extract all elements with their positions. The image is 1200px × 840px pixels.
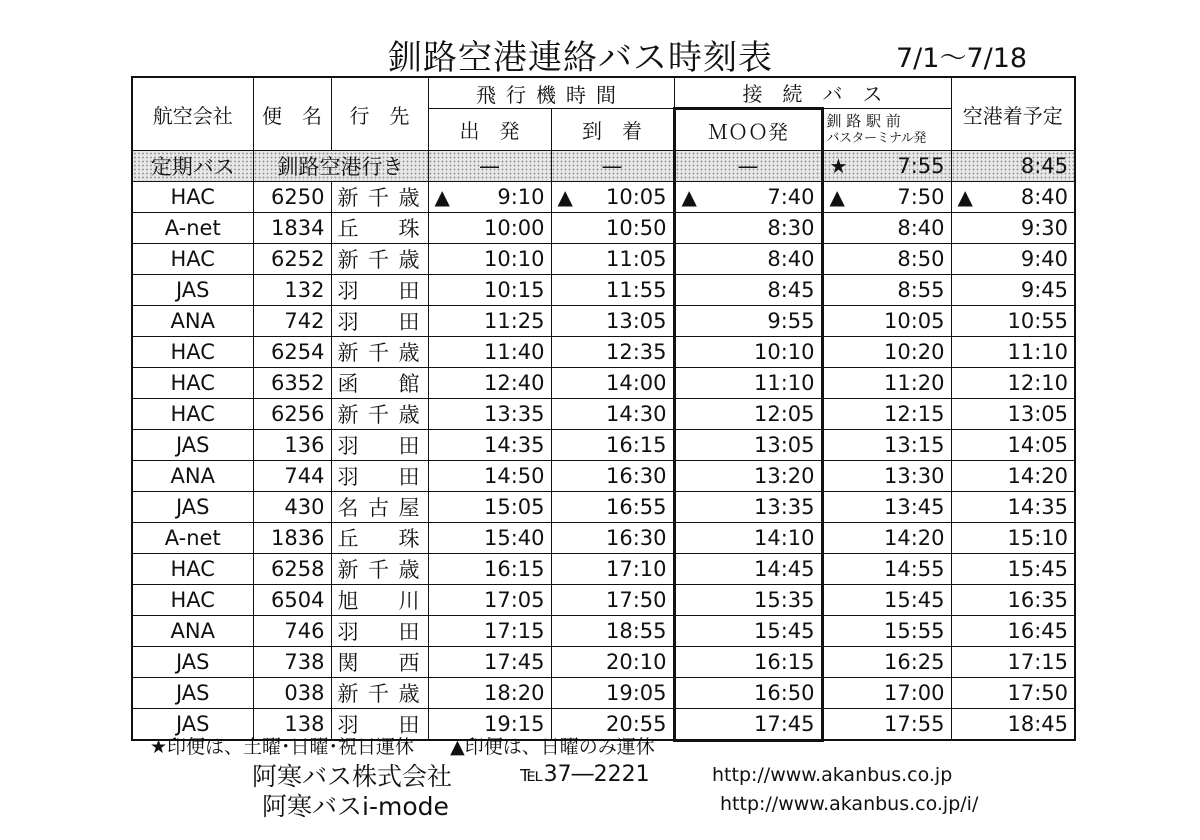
destination-char: 珠 — [398, 217, 420, 241]
airport-eta-cell: 14:35 — [951, 492, 1075, 523]
col-header-connecting-bus: 接 続 バ ス — [674, 77, 951, 109]
table-row — [132, 678, 1075, 709]
table-row — [132, 244, 1075, 275]
destination-cell — [331, 678, 428, 709]
arrive-cell: 17:10 — [551, 554, 674, 585]
station-depart-cell: 17:00 — [822, 678, 951, 709]
arrive-cell: 16:30 — [551, 461, 674, 492]
moo-depart-cell: 10:10 — [674, 337, 822, 368]
airport-eta-cell: 16:45 — [951, 616, 1075, 647]
destination-char: 川 — [398, 589, 420, 613]
moo-depart-cell: 17:45 — [674, 709, 822, 741]
table-row — [132, 492, 1075, 523]
destination-char: 歳 — [398, 248, 420, 272]
destination-char: 珠 — [398, 527, 420, 551]
airline-cell: ANA — [132, 306, 253, 337]
airport-eta-cell: 9:40 — [951, 244, 1075, 275]
footnotes — [150, 732, 655, 759]
depart-cell: 17:05 — [428, 585, 551, 616]
airline-cell: ANA — [132, 461, 253, 492]
regular-bus-depart: — — [428, 151, 551, 182]
destination-char: 田 — [398, 310, 420, 334]
airline-cell: HAC — [132, 585, 253, 616]
flight-no-cell: 6250 — [253, 182, 331, 213]
arrive-cell: 16:15 — [551, 430, 674, 461]
flight-no-cell: 6258 — [253, 554, 331, 585]
moo-depart-cell — [674, 182, 822, 213]
depart-cell: 16:15 — [428, 554, 551, 585]
flight-no-cell: 6504 — [253, 585, 331, 616]
destination-char: 羽 — [337, 434, 359, 458]
destination-char: 羽 — [337, 465, 359, 489]
regular-bus-moo: — — [674, 151, 822, 182]
airport-eta-cell: 15:45 — [951, 554, 1075, 585]
airline-cell: JAS — [132, 647, 253, 678]
table-row — [132, 306, 1075, 337]
destination-char: 田 — [398, 620, 420, 644]
destination-char: 函 — [337, 372, 359, 396]
destination-char: 西 — [398, 651, 420, 675]
regular-bus-row — [132, 151, 1075, 182]
regular-bus-route: 釧路空港行き — [253, 151, 428, 182]
triangle-mark-icon: ▲ — [557, 185, 573, 209]
station-depart-cell: 11:20 — [822, 368, 951, 399]
destination-char: 新 — [337, 248, 359, 272]
flight-no-cell: 6352 — [253, 368, 331, 399]
depart-cell: 13:35 — [428, 399, 551, 430]
airport-eta-cell: 10:55 — [951, 306, 1075, 337]
airline-cell: HAC — [132, 244, 253, 275]
table-row — [132, 275, 1075, 306]
table-row — [132, 616, 1075, 647]
arrive-cell: 11:05 — [551, 244, 674, 275]
table-row — [132, 213, 1075, 244]
company-name: 阿寒バス株式会社 — [252, 762, 453, 791]
destination-char: 丘 — [337, 527, 359, 551]
airline-cell: HAC — [132, 399, 253, 430]
airline-cell: JAS — [132, 492, 253, 523]
moo-depart-cell: 13:20 — [674, 461, 822, 492]
depart-cell: 14:35 — [428, 430, 551, 461]
moo-depart-cell: 15:45 — [674, 616, 822, 647]
triangle-mark-icon: ▲ — [957, 185, 973, 209]
moo-depart-cell: 12:05 — [674, 399, 822, 430]
destination-char: 丘 — [337, 217, 359, 241]
airline-cell: JAS — [132, 275, 253, 306]
flight-no-cell: 6252 — [253, 244, 331, 275]
destination-cell — [331, 182, 428, 213]
arrive-cell: 17:50 — [551, 585, 674, 616]
destination-cell — [331, 461, 428, 492]
station-depart-cell-value: 7:50 — [897, 185, 945, 209]
arrive-cell: 20:55 — [551, 709, 674, 741]
destination-char: 羽 — [337, 620, 359, 644]
destination-char: 千 — [368, 682, 389, 706]
destination-cell — [331, 213, 428, 244]
col-header-flight-time: 飛行機時間 — [428, 77, 674, 109]
station-depart-cell: 16:25 — [822, 647, 951, 678]
destination-char: 新 — [337, 558, 359, 582]
destination-cell — [331, 306, 428, 337]
destination-cell — [331, 523, 428, 554]
destination-char: 歳 — [398, 558, 420, 582]
destination-char: 千 — [368, 186, 389, 210]
destination-cell — [331, 244, 428, 275]
regular-bus-arrive: — — [551, 151, 674, 182]
station-depart-cell: 14:55 — [822, 554, 951, 585]
moo-depart-cell: 8:30 — [674, 213, 822, 244]
station-header-line1: 釧 路 駅 前 — [826, 111, 901, 130]
depart-cell: 12:40 — [428, 368, 551, 399]
regular-bus-airport: 8:45 — [951, 151, 1075, 182]
imode-name: 阿寒バスi-mode — [262, 792, 449, 821]
moo-depart-cell: 9:55 — [674, 306, 822, 337]
footnote-star: ★印便は、土曜･日曜･祝日運休 — [150, 736, 415, 758]
depart-cell: 11:25 — [428, 306, 551, 337]
moo-depart-cell: 13:35 — [674, 492, 822, 523]
moo-depart-cell: 13:05 — [674, 430, 822, 461]
arrive-cell: 11:55 — [551, 275, 674, 306]
phone-number: ℡37―2221 — [520, 762, 650, 787]
date-range: 7/1～7/18 — [896, 43, 1028, 74]
destination-char: 新 — [337, 341, 359, 365]
table-row — [132, 461, 1075, 492]
arrive-cell: 13:05 — [551, 306, 674, 337]
airport-eta-cell: 14:05 — [951, 430, 1075, 461]
destination-char: 歳 — [398, 186, 420, 210]
flight-no-cell: 136 — [253, 430, 331, 461]
destination-char: 歳 — [398, 682, 420, 706]
station-depart-cell: 8:55 — [822, 275, 951, 306]
col-header-airline: 航空会社 — [132, 77, 253, 151]
footnote-triangle: ▲印便は、日曜のみ運休 — [450, 736, 655, 758]
depart-cell: 17:15 — [428, 616, 551, 647]
destination-char: 関 — [337, 651, 359, 675]
airline-cell: HAC — [132, 554, 253, 585]
depart-cell-value: 9:10 — [497, 185, 545, 209]
airline-cell: JAS — [132, 430, 253, 461]
flight-no-cell: 6256 — [253, 399, 331, 430]
airline-cell: A-net — [132, 213, 253, 244]
airport-eta-cell: 17:50 — [951, 678, 1075, 709]
destination-cell — [331, 554, 428, 585]
destination-char: 千 — [368, 403, 389, 427]
station-depart-cell: 13:30 — [822, 461, 951, 492]
station-depart-cell: 13:15 — [822, 430, 951, 461]
destination-char: 古 — [368, 496, 389, 520]
flight-no-cell: 132 — [253, 275, 331, 306]
depart-cell: 11:40 — [428, 337, 551, 368]
destination-char: 新 — [337, 682, 359, 706]
airline-cell: A-net — [132, 523, 253, 554]
page-title: 釧路空港連絡バス時刻表 — [388, 38, 773, 78]
arrive-cell: 12:35 — [551, 337, 674, 368]
depart-cell: 17:45 — [428, 647, 551, 678]
airline-cell: HAC — [132, 337, 253, 368]
arrive-cell: 10:50 — [551, 213, 674, 244]
station-header-line2: バスターミナル発 — [826, 130, 926, 146]
regular-bus-station-time: 7:55 — [897, 154, 945, 178]
destination-char: 田 — [398, 434, 420, 458]
table-row — [132, 430, 1075, 461]
destination-cell — [331, 616, 428, 647]
arrive-cell: 14:30 — [551, 399, 674, 430]
destination-char: 名 — [337, 496, 359, 520]
triangle-mark-icon: ▲ — [434, 185, 450, 209]
station-depart-cell: 14:20 — [822, 523, 951, 554]
flight-no-cell: 138 — [253, 709, 331, 741]
triangle-mark-icon: ▲ — [681, 185, 697, 209]
airline-cell: JAS — [132, 678, 253, 709]
flight-no-cell: 1836 — [253, 523, 331, 554]
arrive-cell: 18:55 — [551, 616, 674, 647]
station-depart-cell: 15:55 — [822, 616, 951, 647]
destination-char: 新 — [337, 186, 359, 210]
destination-char: 屋 — [398, 496, 420, 520]
destination-cell — [331, 399, 428, 430]
destination-cell — [331, 430, 428, 461]
flight-no-cell: 1834 — [253, 213, 331, 244]
station-depart-cell: 13:45 — [822, 492, 951, 523]
destination-cell — [331, 492, 428, 523]
col-header-destination: 行 先 — [331, 77, 428, 151]
destination-char: 千 — [368, 248, 389, 272]
arrive-cell: 16:55 — [551, 492, 674, 523]
depart-cell: 15:05 — [428, 492, 551, 523]
arrive-cell: 20:10 — [551, 647, 674, 678]
arrive-cell — [551, 182, 674, 213]
col-header-airport-eta: 空港着予定 — [951, 77, 1075, 151]
airport-eta-cell: 15:10 — [951, 523, 1075, 554]
airline-cell: JAS — [132, 709, 253, 741]
destination-char: 歳 — [398, 341, 420, 365]
col-header-station — [822, 109, 951, 151]
flight-no-cell: 738 — [253, 647, 331, 678]
station-depart-cell: 8:40 — [822, 213, 951, 244]
moo-depart-cell-value: 7:40 — [767, 185, 815, 209]
destination-char: 千 — [368, 558, 389, 582]
moo-depart-cell: 8:40 — [674, 244, 822, 275]
table-row — [132, 399, 1075, 430]
moo-depart-cell: 16:15 — [674, 647, 822, 678]
depart-cell: 10:10 — [428, 244, 551, 275]
flight-no-cell: 742 — [253, 306, 331, 337]
website-link[interactable]: http://www.akanbus.co.jp — [712, 764, 953, 786]
col-header-moo-depart: ＭＯＯ発 — [674, 109, 822, 151]
airline-cell: HAC — [132, 182, 253, 213]
depart-cell: 19:15 — [428, 709, 551, 741]
flight-no-cell: 038 — [253, 678, 331, 709]
station-depart-cell: 10:20 — [822, 337, 951, 368]
station-depart-cell: 12:15 — [822, 399, 951, 430]
airport-eta-cell: 9:45 — [951, 275, 1075, 306]
col-header-flight-no: 便 名 — [253, 77, 331, 151]
moo-depart-cell: 11:10 — [674, 368, 822, 399]
depart-cell: 15:40 — [428, 523, 551, 554]
destination-char: 羽 — [337, 279, 359, 303]
destination-cell — [331, 585, 428, 616]
table-row — [132, 647, 1075, 678]
moo-depart-cell: 8:45 — [674, 275, 822, 306]
table-row — [132, 182, 1075, 213]
destination-char: 田 — [398, 465, 420, 489]
depart-cell: 18:20 — [428, 678, 551, 709]
station-depart-cell: 15:45 — [822, 585, 951, 616]
destination-char: 羽 — [337, 713, 359, 737]
imode-link[interactable]: http://www.akanbus.co.jp/i/ — [720, 793, 979, 815]
arrive-cell: 16:30 — [551, 523, 674, 554]
depart-cell: 14:50 — [428, 461, 551, 492]
airport-eta-cell-value: 8:40 — [1020, 185, 1068, 209]
arrive-cell-value: 10:05 — [605, 185, 667, 209]
destination-char: 歳 — [398, 403, 420, 427]
station-depart-cell: 10:05 — [822, 306, 951, 337]
destination-char: 旭 — [337, 589, 359, 613]
flight-no-cell: 430 — [253, 492, 331, 523]
airport-eta-cell: 18:45 — [951, 709, 1075, 741]
airport-eta-cell: 16:35 — [951, 585, 1075, 616]
flight-no-cell: 744 — [253, 461, 331, 492]
triangle-mark-icon: ▲ — [829, 185, 845, 209]
station-depart-cell: 17:55 — [822, 709, 951, 741]
airport-eta-cell: 13:05 — [951, 399, 1075, 430]
depart-cell — [428, 182, 551, 213]
moo-depart-cell: 14:45 — [674, 554, 822, 585]
destination-char: 千 — [368, 341, 389, 365]
flight-no-cell: 746 — [253, 616, 331, 647]
col-header-arrive: 到 着 — [551, 109, 674, 151]
moo-depart-cell: 16:50 — [674, 678, 822, 709]
arrive-cell: 14:00 — [551, 368, 674, 399]
depart-cell: 10:00 — [428, 213, 551, 244]
destination-char: 新 — [337, 403, 359, 427]
destination-char: 田 — [398, 279, 420, 303]
airport-eta-cell: 17:15 — [951, 647, 1075, 678]
flight-no-cell: 6254 — [253, 337, 331, 368]
moo-depart-cell: 15:35 — [674, 585, 822, 616]
destination-cell — [331, 368, 428, 399]
airport-eta-cell: 12:10 — [951, 368, 1075, 399]
airport-eta-cell — [951, 182, 1075, 213]
regular-bus-label: 定期バス — [132, 151, 253, 182]
destination-cell — [331, 275, 428, 306]
airline-cell: HAC — [132, 368, 253, 399]
col-header-depart: 出 発 — [428, 109, 551, 151]
station-depart-cell: 8:50 — [822, 244, 951, 275]
moo-depart-cell: 14:10 — [674, 523, 822, 554]
timetable — [131, 76, 1076, 742]
destination-char: 館 — [398, 372, 420, 396]
depart-cell: 10:15 — [428, 275, 551, 306]
destination-char: 田 — [398, 713, 420, 737]
destination-char: 羽 — [337, 310, 359, 334]
regular-bus-station — [822, 151, 951, 182]
airline-cell: ANA — [132, 616, 253, 647]
table-row — [132, 585, 1075, 616]
airport-eta-cell: 14:20 — [951, 461, 1075, 492]
star-mark-icon: ★ — [829, 154, 848, 178]
airport-eta-cell: 9:30 — [951, 213, 1075, 244]
table-row — [132, 337, 1075, 368]
destination-cell — [331, 337, 428, 368]
table-row — [132, 554, 1075, 585]
arrive-cell: 19:05 — [551, 678, 674, 709]
station-depart-cell — [822, 182, 951, 213]
table-row — [132, 368, 1075, 399]
table-row — [132, 523, 1075, 554]
airport-eta-cell: 11:10 — [951, 337, 1075, 368]
destination-cell — [331, 647, 428, 678]
